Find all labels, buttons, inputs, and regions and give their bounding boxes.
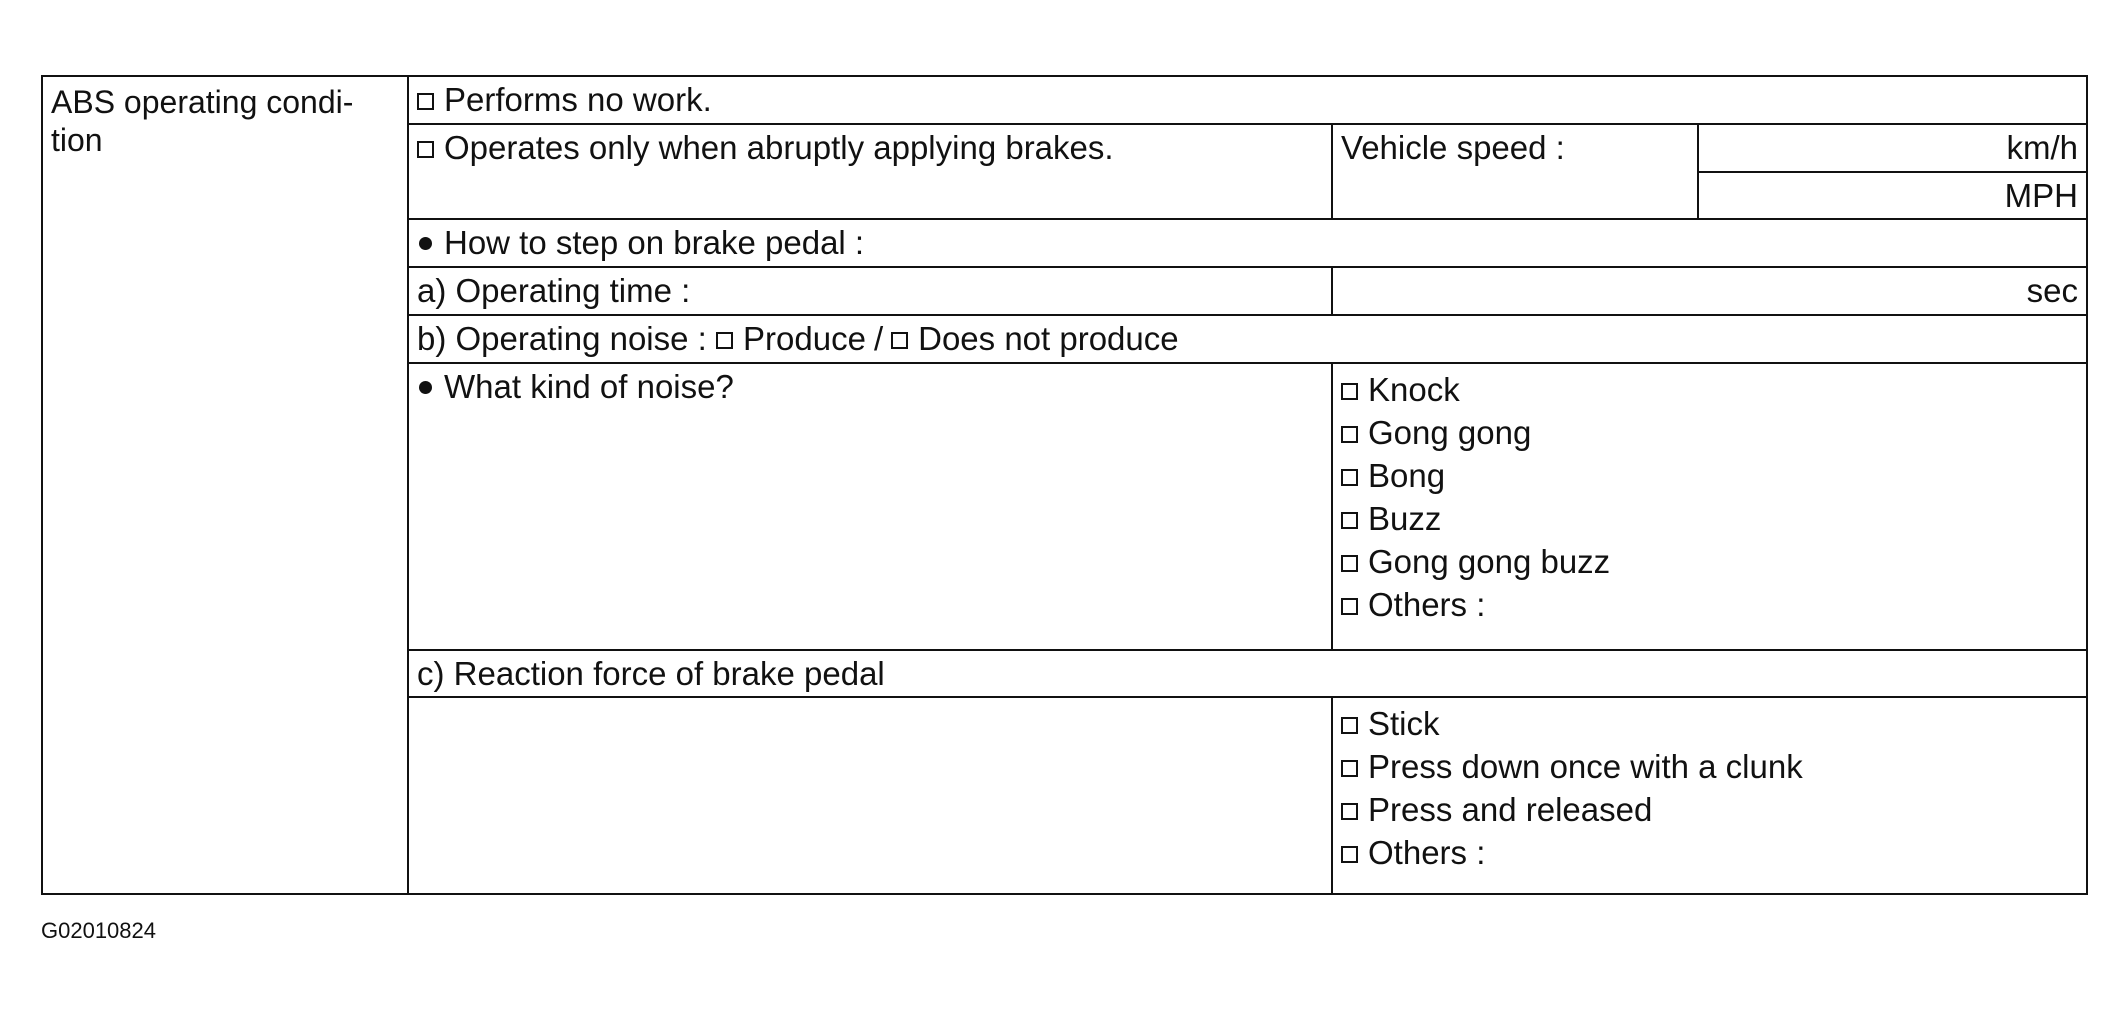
operating-noise-row bbox=[408, 315, 2087, 363]
vehicle-speed-mph-field[interactable]: MPH bbox=[1698, 172, 2087, 220]
vehicle-speed-kmh-field[interactable]: km/h bbox=[1698, 124, 2087, 172]
checkbox-icon[interactable] bbox=[716, 332, 733, 349]
reaction-force-label: c) Reaction force of brake pedal bbox=[408, 650, 2087, 698]
checkbox-icon[interactable] bbox=[891, 332, 908, 349]
checkbox-icon[interactable] bbox=[1341, 383, 1358, 400]
checkbox-icon[interactable] bbox=[1341, 426, 1358, 443]
checkbox-icon[interactable] bbox=[1341, 717, 1358, 734]
figure-id: G02010824 bbox=[41, 918, 156, 943]
checkbox-icon[interactable] bbox=[1341, 760, 1358, 777]
noise-option-label: Bong bbox=[1368, 456, 1446, 494]
checkbox-icon[interactable] bbox=[1341, 803, 1358, 820]
checkbox-icon[interactable] bbox=[417, 93, 434, 110]
performs-no-work-option[interactable] bbox=[408, 76, 2087, 124]
reaction-option[interactable] bbox=[1341, 745, 2078, 788]
bullet-icon bbox=[419, 381, 432, 394]
noise-question-cell bbox=[408, 363, 1332, 650]
noise-separator: / bbox=[873, 319, 884, 357]
noise-option-label: Knock bbox=[1368, 370, 1460, 408]
brake-pedal-step-text: How to step on brake pedal : bbox=[444, 224, 865, 262]
abs-operating-condition-label: ABS operating condi- tion bbox=[42, 76, 408, 894]
reaction-option-label: Press down once with a clunk bbox=[1368, 748, 1803, 786]
noise-option-label: Others : bbox=[1368, 585, 1486, 623]
noise-option[interactable] bbox=[1341, 454, 2078, 497]
operating-noise-label: b) Operating noise : bbox=[417, 319, 707, 357]
reaction-option[interactable] bbox=[1341, 788, 2078, 831]
checkbox-icon[interactable] bbox=[1341, 512, 1358, 529]
reaction-option-label: Others : bbox=[1368, 834, 1486, 872]
noise-option[interactable] bbox=[1341, 368, 2078, 411]
checkbox-icon[interactable] bbox=[1341, 555, 1358, 572]
operating-time-label: a) Operating time : bbox=[408, 267, 1332, 315]
operating-time-field[interactable]: sec bbox=[1332, 267, 2087, 315]
noise-not-produce-option[interactable]: Does not produce bbox=[918, 319, 1179, 357]
brake-pedal-step-row bbox=[408, 219, 2087, 267]
checkbox-icon[interactable] bbox=[1341, 846, 1358, 863]
performs-no-work-text: Performs no work. bbox=[444, 81, 712, 118]
reaction-option-label: Stick bbox=[1368, 705, 1440, 743]
noise-option[interactable] bbox=[1341, 540, 2078, 583]
noise-produce-option[interactable]: Produce bbox=[743, 319, 866, 357]
noise-option-label: Buzz bbox=[1368, 499, 1442, 537]
reaction-options-list bbox=[1332, 697, 2087, 894]
operates-abruptly-text: Operates only when abruptly applying brakes. bbox=[444, 128, 1114, 166]
checkbox-icon[interactable] bbox=[1341, 598, 1358, 615]
noise-option[interactable] bbox=[1341, 411, 2078, 454]
noise-options-list bbox=[1332, 363, 2087, 650]
operates-abruptly-option[interactable] bbox=[408, 124, 1332, 220]
reaction-force-blank-cell bbox=[408, 697, 1332, 894]
noise-option-label: Gong gong buzz bbox=[1368, 542, 1611, 580]
noise-option-label: Gong gong bbox=[1368, 413, 1532, 451]
vehicle-speed-label: Vehicle speed : bbox=[1332, 124, 1698, 220]
reaction-option[interactable] bbox=[1341, 831, 2078, 874]
noise-question-text: What kind of noise? bbox=[444, 367, 734, 405]
noise-option[interactable] bbox=[1341, 497, 2078, 540]
checkbox-icon[interactable] bbox=[1341, 469, 1358, 486]
noise-option[interactable] bbox=[1341, 583, 2078, 626]
reaction-option-label: Press and released bbox=[1368, 791, 1653, 829]
checkbox-icon[interactable] bbox=[417, 141, 434, 158]
abs-condition-form bbox=[41, 75, 2088, 895]
bullet-icon bbox=[419, 237, 432, 250]
reaction-option[interactable] bbox=[1341, 702, 2078, 745]
